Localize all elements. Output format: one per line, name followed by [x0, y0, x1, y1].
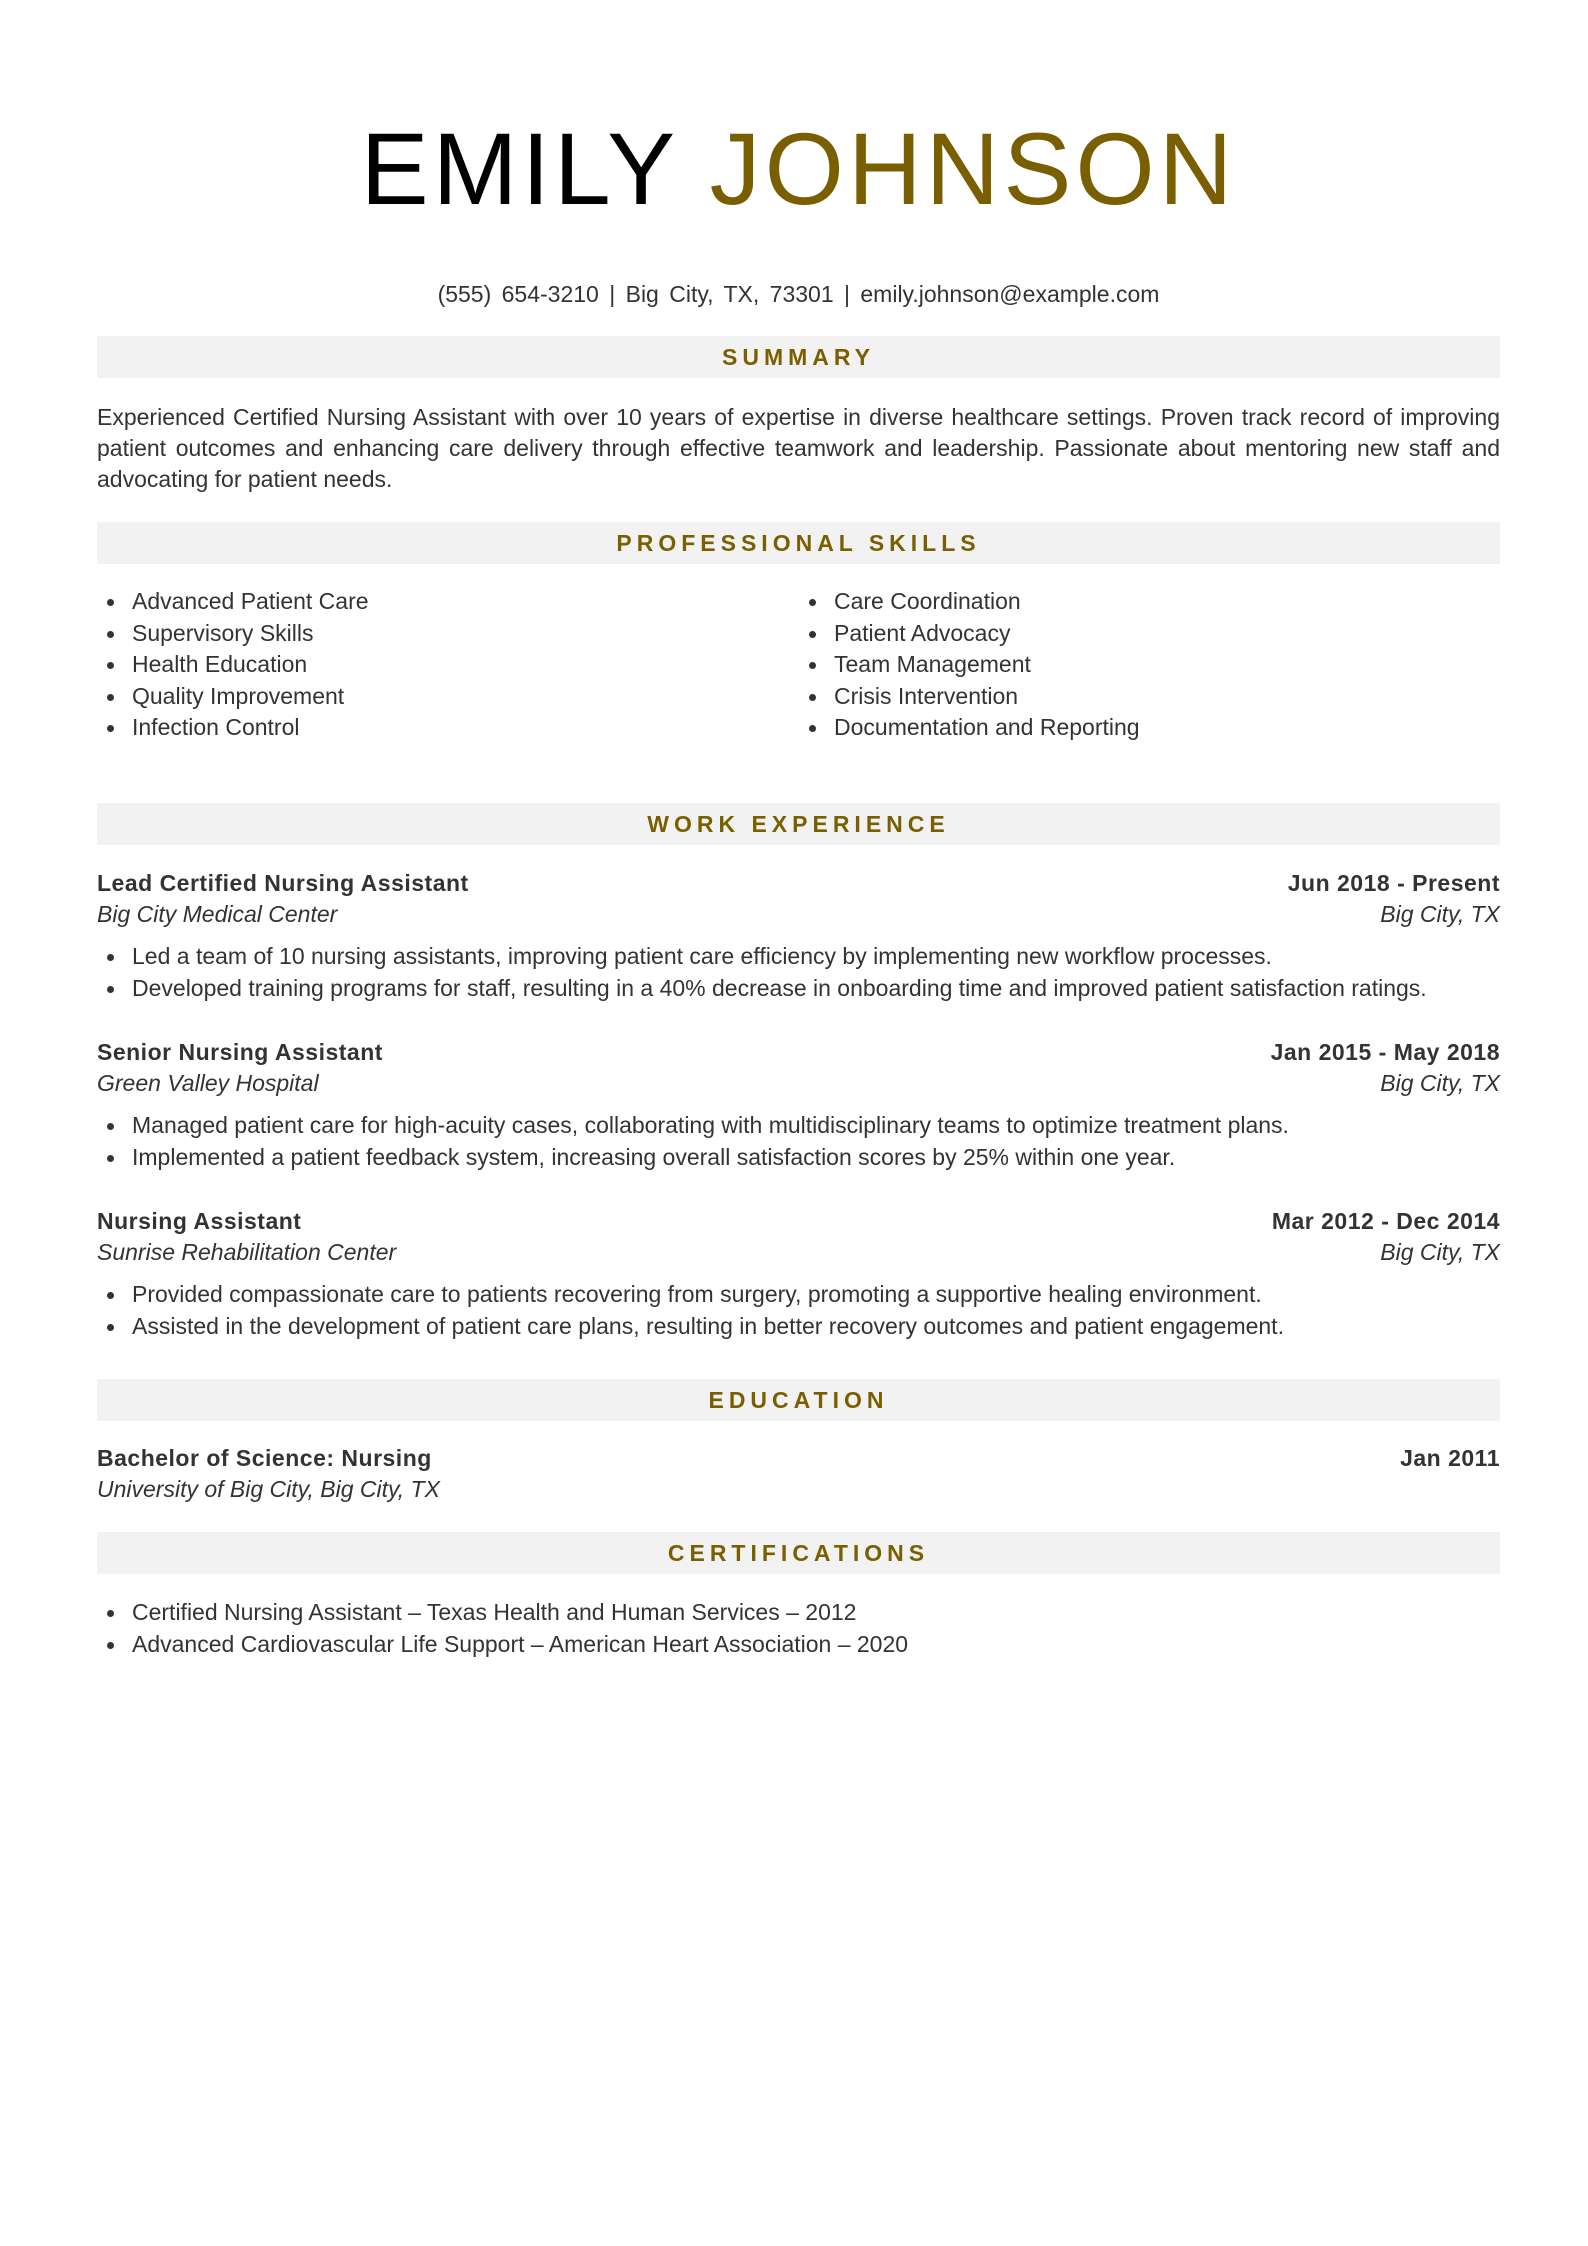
school: University of Big City, Big City, TX — [97, 1476, 440, 1502]
skills-column-right — [799, 586, 1479, 744]
job-bullet: Managed patient care for high-acuity cases, collaborating with multidisciplinary teams to optimize treatment plans. — [97, 1110, 1500, 1142]
job-location: Big City, TX — [1380, 901, 1500, 927]
job-entry — [97, 868, 1500, 1004]
section-header-certifications: CERTIFICATIONS — [97, 1532, 1500, 1574]
skill-item: Patient Advocacy — [799, 618, 1479, 650]
candidate-name — [97, 112, 1500, 226]
skills-column-left — [97, 586, 777, 744]
job-dates: Jan 2015 - May 2018 — [1270, 1039, 1500, 1065]
job-bullet: Implemented a patient feedback system, increasing overall satisfaction scores by 25% within one year. — [97, 1142, 1500, 1174]
education-date: Jan 2011 — [1400, 1445, 1500, 1471]
job-employer: Big City Medical Center — [97, 901, 338, 927]
job-title: Senior Nursing Assistant — [97, 1039, 383, 1065]
last-name: JOHNSON — [709, 112, 1237, 226]
education-entry — [97, 1443, 1500, 1505]
section-header-summary: SUMMARY — [97, 336, 1500, 378]
contact-line: (555) 654-3210 | Big City, TX, 73301 | emily.johnson@example.com — [437, 281, 1160, 307]
job-dates: Mar 2012 - Dec 2014 — [1271, 1208, 1500, 1234]
first-name: EMILY — [360, 112, 678, 226]
skill-item: Documentation and Reporting — [799, 712, 1479, 744]
section-header-skills: PROFESSIONAL SKILLS — [97, 522, 1500, 564]
skill-item: Health Education — [97, 649, 777, 681]
certification-item: Certified Nursing Assistant – Texas Health and Human Services – 2012 — [97, 1597, 1500, 1629]
job-bullet: Assisted in the development of patient care plans, resulting in better recovery outcomes and patient engagement. — [97, 1311, 1500, 1343]
skill-item: Crisis Intervention — [799, 681, 1479, 713]
certification-item: Advanced Cardiovascular Life Support – American Heart Association – 2020 — [97, 1629, 1500, 1661]
job-title: Lead Certified Nursing Assistant — [97, 870, 469, 896]
job-bullet: Developed training programs for staff, resulting in a 40% decrease in onboarding time and improved patient satisfaction ratings. — [97, 973, 1500, 1005]
job-entry — [97, 1206, 1500, 1342]
job-bullet: Provided compassionate care to patients recovering from surgery, promoting a supportive healing environment. — [97, 1279, 1500, 1311]
job-dates: Jun 2018 - Present — [1287, 870, 1500, 896]
job-title: Nursing Assistant — [97, 1208, 302, 1234]
skill-item: Infection Control — [97, 712, 777, 744]
summary-text: Experienced Certified Nursing Assistant with over 10 years of expertise in diverse healthcare settings. Proven track record of improving patient outcomes and enhancing care delivery through effective teamwork and leadership. Passionate about mentoring new staff and advocating for patient needs. — [97, 404, 1500, 492]
skill-item: Team Management — [799, 649, 1479, 681]
skill-item: Supervisory Skills — [97, 618, 777, 650]
job-bullet: Led a team of 10 nursing assistants, improving patient care efficiency by implementing new workflow processes. — [97, 941, 1500, 973]
job-employer: Sunrise Rehabilitation Center — [97, 1239, 397, 1265]
job-location: Big City, TX — [1380, 1070, 1500, 1096]
job-location: Big City, TX — [1380, 1239, 1500, 1265]
job-employer: Green Valley Hospital — [97, 1070, 319, 1096]
certifications-list — [97, 1597, 1500, 1660]
degree: Bachelor of Science: Nursing — [97, 1445, 432, 1471]
skill-item: Quality Improvement — [97, 681, 777, 713]
skill-item: Care Coordination — [799, 586, 1479, 618]
section-header-experience: WORK EXPERIENCE — [97, 803, 1500, 845]
job-entry — [97, 1037, 1500, 1173]
section-header-education: EDUCATION — [97, 1379, 1500, 1421]
skill-item: Advanced Patient Care — [97, 586, 777, 618]
